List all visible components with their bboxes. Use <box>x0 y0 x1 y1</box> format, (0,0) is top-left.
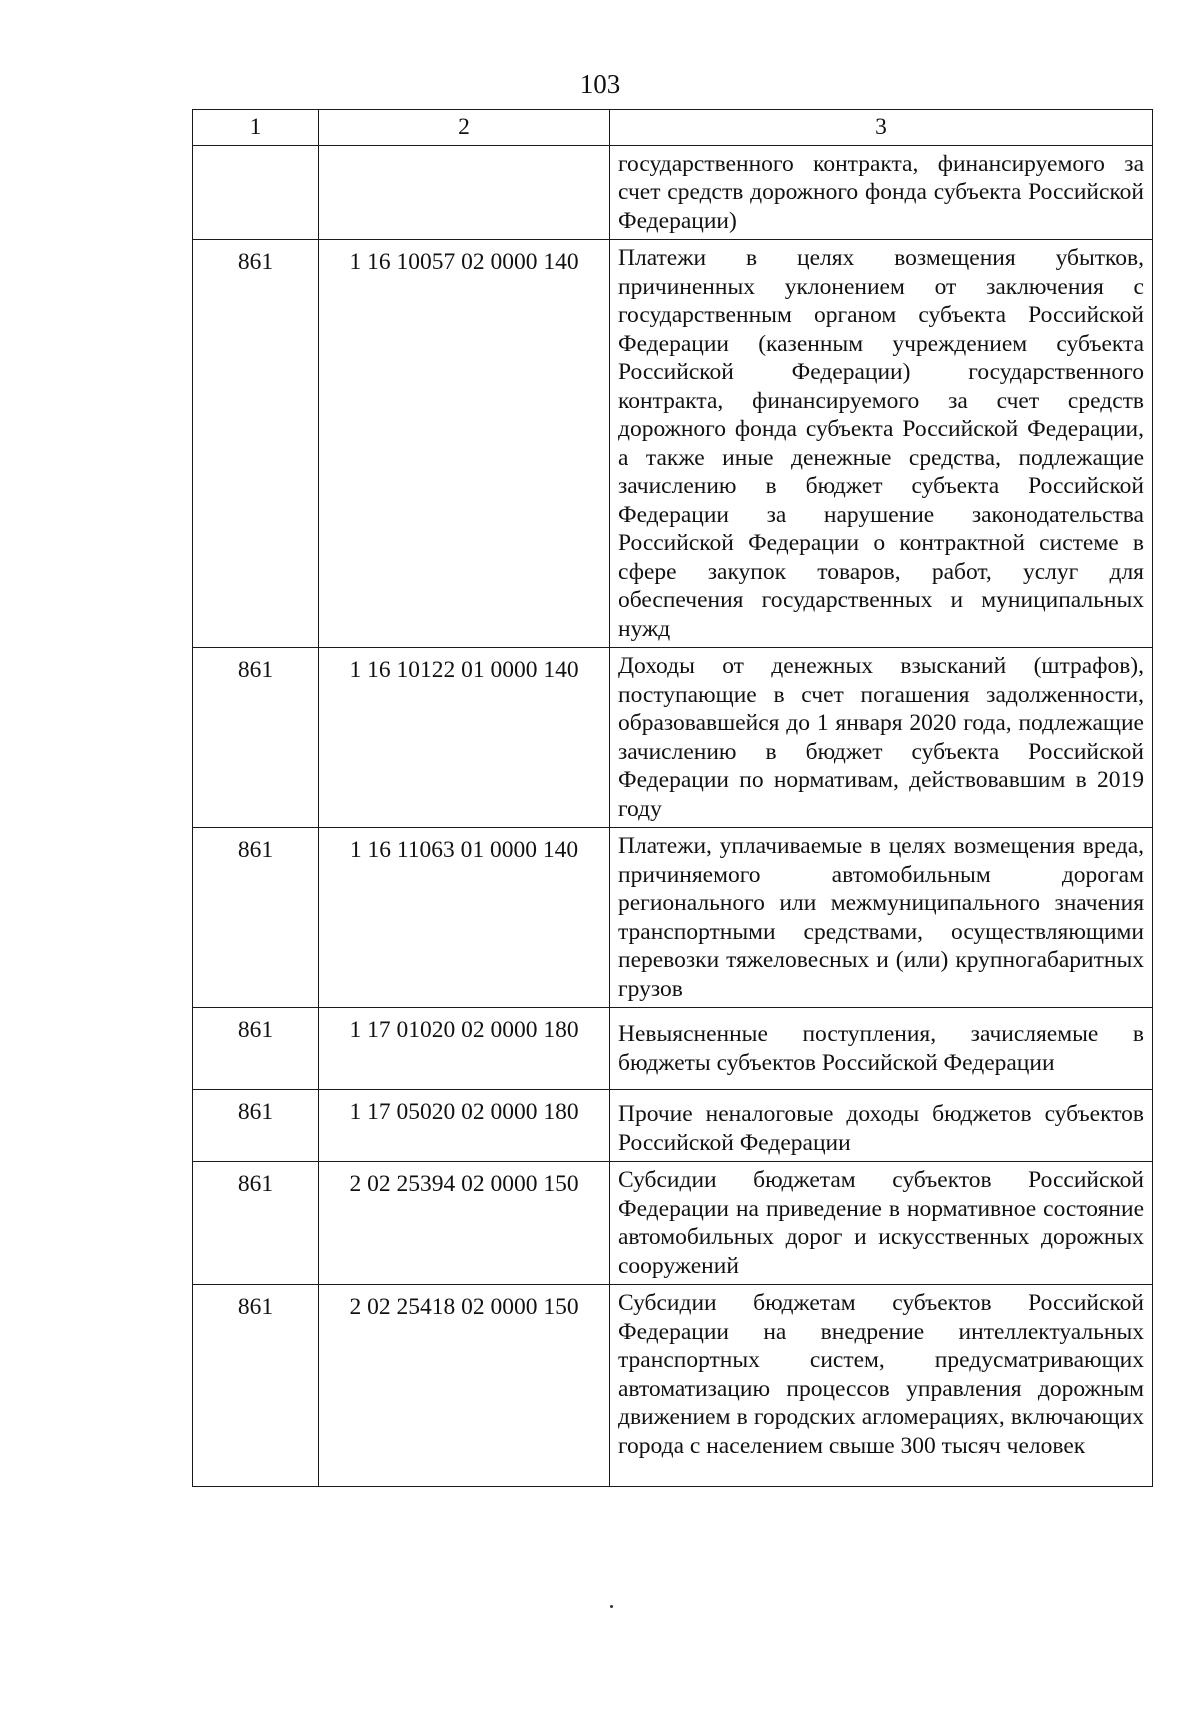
description-cell: Субсидии бюджетам субъектов Российской Федерации на внедрение интеллектуальных транспортных систем, предусматривающих автоматизацию процессов управления дорожным движением в городских агломерациях, включающих города с населением свыше 300 тысяч человек <box>610 1285 1153 1487</box>
column-header-1: 1 <box>193 110 319 146</box>
page-number: 103 <box>579 69 621 99</box>
budget-code-cell: 1 17 05020 02 0000 180 <box>319 1090 610 1162</box>
table-row <box>193 1285 1153 1487</box>
budget-code-cell: 1 16 10057 02 0000 140 <box>319 240 610 648</box>
description-cell: Субсидии бюджетам субъектов Российской Федерации на приведение в нормативное состояние автомобильных дорог и искусственных дорожных сооружений <box>610 1162 1153 1285</box>
table-row <box>193 145 1153 240</box>
admin-code-cell: 861 <box>193 240 319 648</box>
table-row <box>193 648 1153 828</box>
income-codes-table <box>192 109 1153 1487</box>
description-cell: Прочие неналоговые доходы бюджетов субъектов Российской Федерации <box>610 1090 1153 1162</box>
table-row <box>193 828 1153 1008</box>
column-header-3: 3 <box>610 110 1153 146</box>
budget-code-cell: 1 16 10122 01 0000 140 <box>319 648 610 828</box>
column-header-2: 2 <box>319 110 610 146</box>
table-row <box>193 1090 1153 1162</box>
admin-code-cell: 861 <box>193 648 319 828</box>
description-cell: Платежи, уплачиваемые в целях возмещения вреда, причиняемого автомобильным дорогам регионального или межмуниципального значения транспортными средствами, осуществляющими перевозки тяжеловесных и (или) крупногабаритных грузов <box>610 828 1153 1008</box>
admin-code-cell: 861 <box>193 828 319 1008</box>
table-row <box>193 1162 1153 1285</box>
description-cell: Платежи в целях возмещения убытков, причиненных уклонением от заключения с государственным органом субъекта Российской Федерации (казенным учреждением субъекта Российской Федерации) государственного контракта, финансируемого за счет средств дорожного фонда субъекта Российской Федерации, а также иные денежные средства, подлежащие зачислению в бюджет субъекта Российской Федерации за нарушение законодательства Российской Федерации о контрактной системе в сфере закупок товаров, работ, услуг для обеспечения государственных и муниципальных нужд <box>610 240 1153 648</box>
admin-code-cell: 861 <box>193 1008 319 1090</box>
budget-code-cell: 1 17 01020 02 0000 180 <box>319 1008 610 1090</box>
budget-code-cell: 2 02 25394 02 0000 150 <box>319 1162 610 1285</box>
admin-code-cell: 861 <box>193 1090 319 1162</box>
budget-code-cell: 1 16 11063 01 0000 140 <box>319 828 610 1008</box>
description-cell: Невыясненные поступления, зачисляемые в бюджеты субъектов Российской Федерации <box>610 1008 1153 1090</box>
budget-code-cell: 2 02 25418 02 0000 150 <box>319 1285 610 1487</box>
table-row <box>193 240 1153 648</box>
admin-code-cell <box>193 145 319 240</box>
description-cell: Доходы от денежных взысканий (штрафов), поступающие в счет погашения задолженности, образовавшейся до 1 января 2020 года, подлежащие зачислению в бюджет субъекта Российской Федерации по нормативам, действовавшим в 2019 году <box>610 648 1153 828</box>
table-header-row <box>193 110 1153 146</box>
table-row <box>193 1008 1153 1090</box>
admin-code-cell: 861 <box>193 1162 319 1285</box>
description-cell: государственного контракта, финансируемого за счет средств дорожного фонда субъекта Российской Федерации) <box>610 145 1153 240</box>
budget-code-cell <box>319 145 610 240</box>
stray-dot-mark <box>610 1605 613 1608</box>
admin-code-cell: 861 <box>193 1285 319 1487</box>
